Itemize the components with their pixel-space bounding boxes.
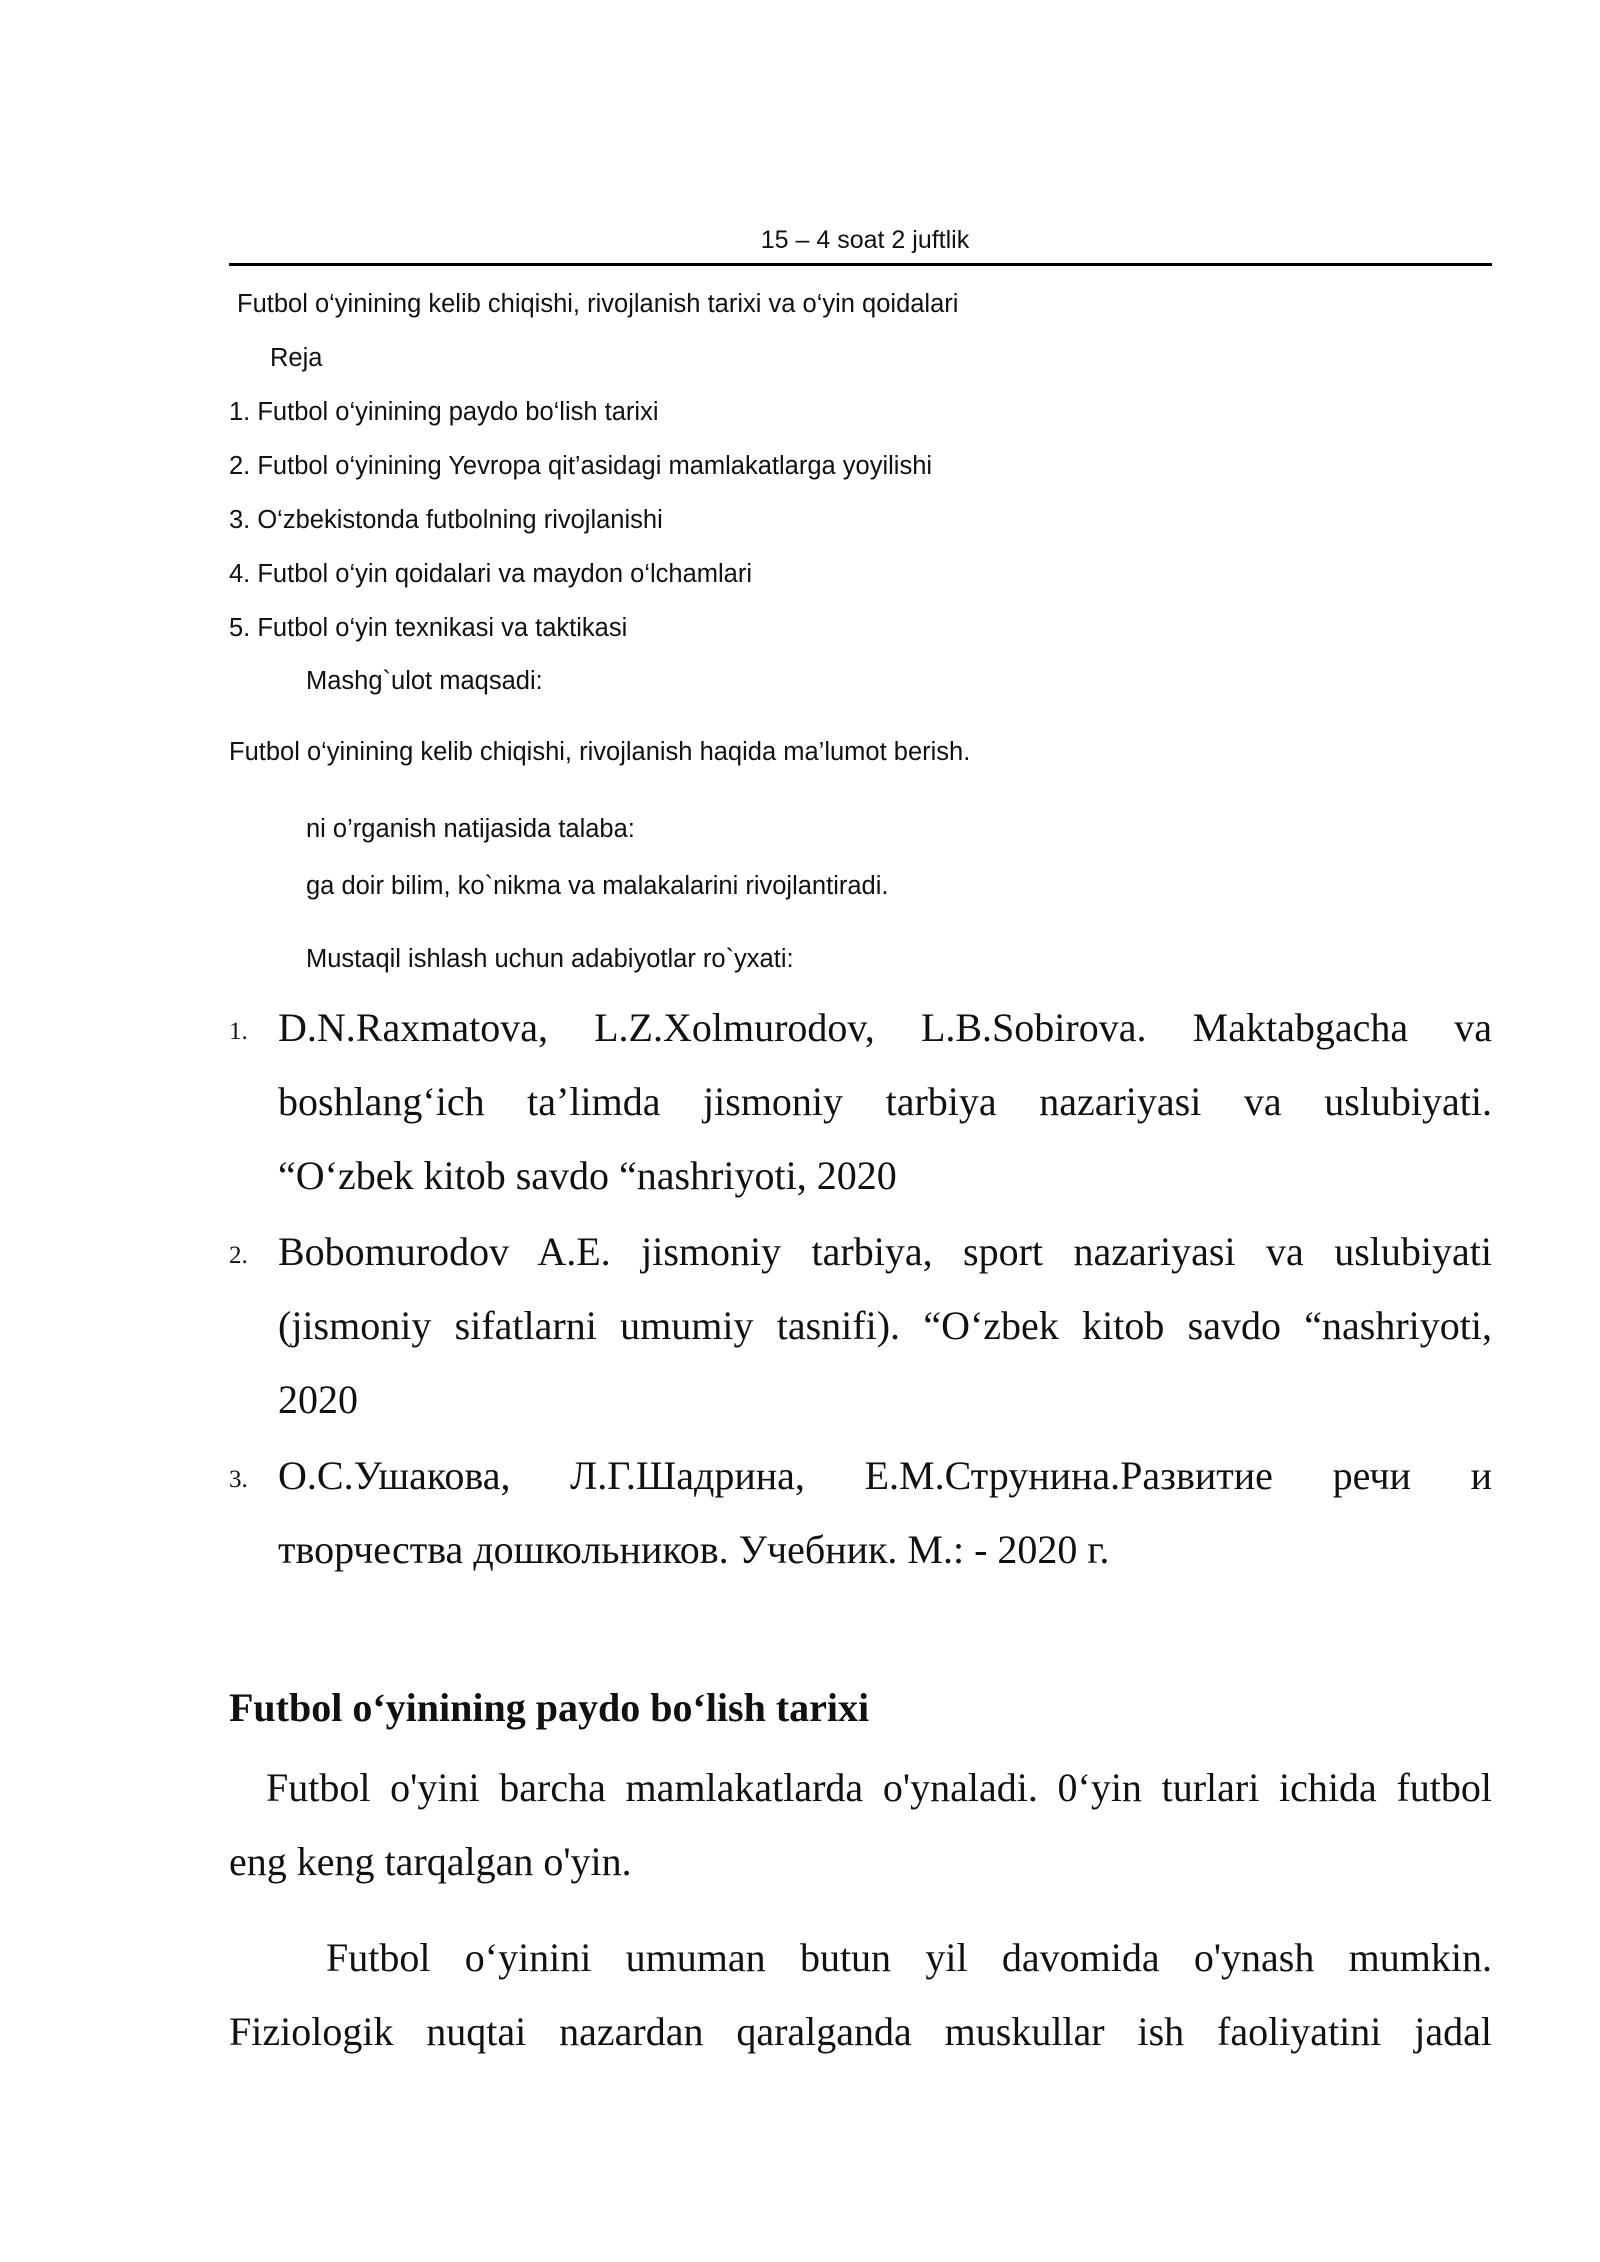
literature-number: 1. — [229, 1018, 248, 1045]
plan-item: 4. Futbol o‘yin qoidalari va maydon o‘lchamlari — [229, 560, 753, 588]
paragraph-line: Futbol o'yini barcha mamlakatlarda o'ynaladi. 0‘yin turlari ichida futbol — [266, 1765, 1492, 1810]
literature-number: 2. — [229, 1242, 248, 1269]
section-heading: Futbol o‘yinining paydo bo‘lish tarixi — [229, 1685, 870, 1730]
literature-number: 3. — [229, 1466, 248, 1493]
literature-line: D.N.Raxmatova, L.Z.Xolmurodov, L.B.Sobirova. Maktabgacha va — [278, 1005, 1492, 1050]
literature-line: Bobomurodov A.E. jismoniy tarbiya, sport nazariyasi va uslubiyati — [278, 1229, 1492, 1274]
plan-item: 2. Futbol o‘yinining Yevropa qit’asidagi mamlakatlarga yoyilishi — [229, 452, 933, 480]
outcome-label: ni o’rganish natijasida talaba: — [306, 815, 635, 843]
topic-title: Futbol o‘yinining kelib chiqishi, rivojlanish tarixi va o‘yin qoidalari — [237, 290, 959, 318]
goal-label: Mashg`ulot maqsadi: — [306, 667, 543, 695]
plan-title: Reja — [270, 344, 323, 372]
literature-title: Mustaqil ishlash uchun adabiyotlar ro`yxati: — [306, 945, 794, 973]
literature-line: творчества дошкольников. Учебник. М.: - 2020 г. — [278, 1527, 1110, 1572]
literature-line: 2020 — [278, 1377, 358, 1422]
paragraph-line: Fiziologik nuqtai nazardan qaralganda muskullar ish faoliyatini jadal — [229, 2009, 1492, 2054]
literature-line: boshlang‘ich ta’limda jismoniy tarbiya nazariyasi va uslubiyati. — [278, 1079, 1492, 1124]
plan-item: 5. Futbol o‘yin texnikasi va taktikasi — [229, 614, 628, 642]
paragraph-line: eng keng tarqalgan o'yin. — [229, 1839, 632, 1884]
outcome-text: ga doir bilim, ko`nikma va malakalarini rivojlantiradi. — [306, 872, 889, 900]
literature-line: (jismoniy sifatlarni umumiy tasnifi). “O‘zbek kitob savdo “nashriyoti, — [278, 1303, 1492, 1348]
literature-line: О.С.Ушакова, Л.Г.Шадрина, Е.М.Струнина.Развитие речи и — [278, 1453, 1492, 1498]
plan-item: 3. O‘zbekistonda futbolning rivojlanishi — [229, 506, 663, 534]
literature-line: “O‘zbek kitob savdo “nashriyoti, 2020 — [278, 1153, 897, 1198]
paragraph-line: Futbol o‘yinini umuman butun yil davomida o'ynash mumkin. — [326, 1935, 1492, 1980]
plan-item: 1. Futbol o‘yinining paydo bo‘lish tarixi — [229, 398, 659, 426]
page-header: 15 – 4 soat 2 juftlik — [760, 226, 970, 254]
header-divider — [229, 263, 1492, 266]
goal-text: Futbol o‘yinining kelib chiqishi, rivojlanish haqida ma’lumot berish. — [229, 738, 971, 766]
